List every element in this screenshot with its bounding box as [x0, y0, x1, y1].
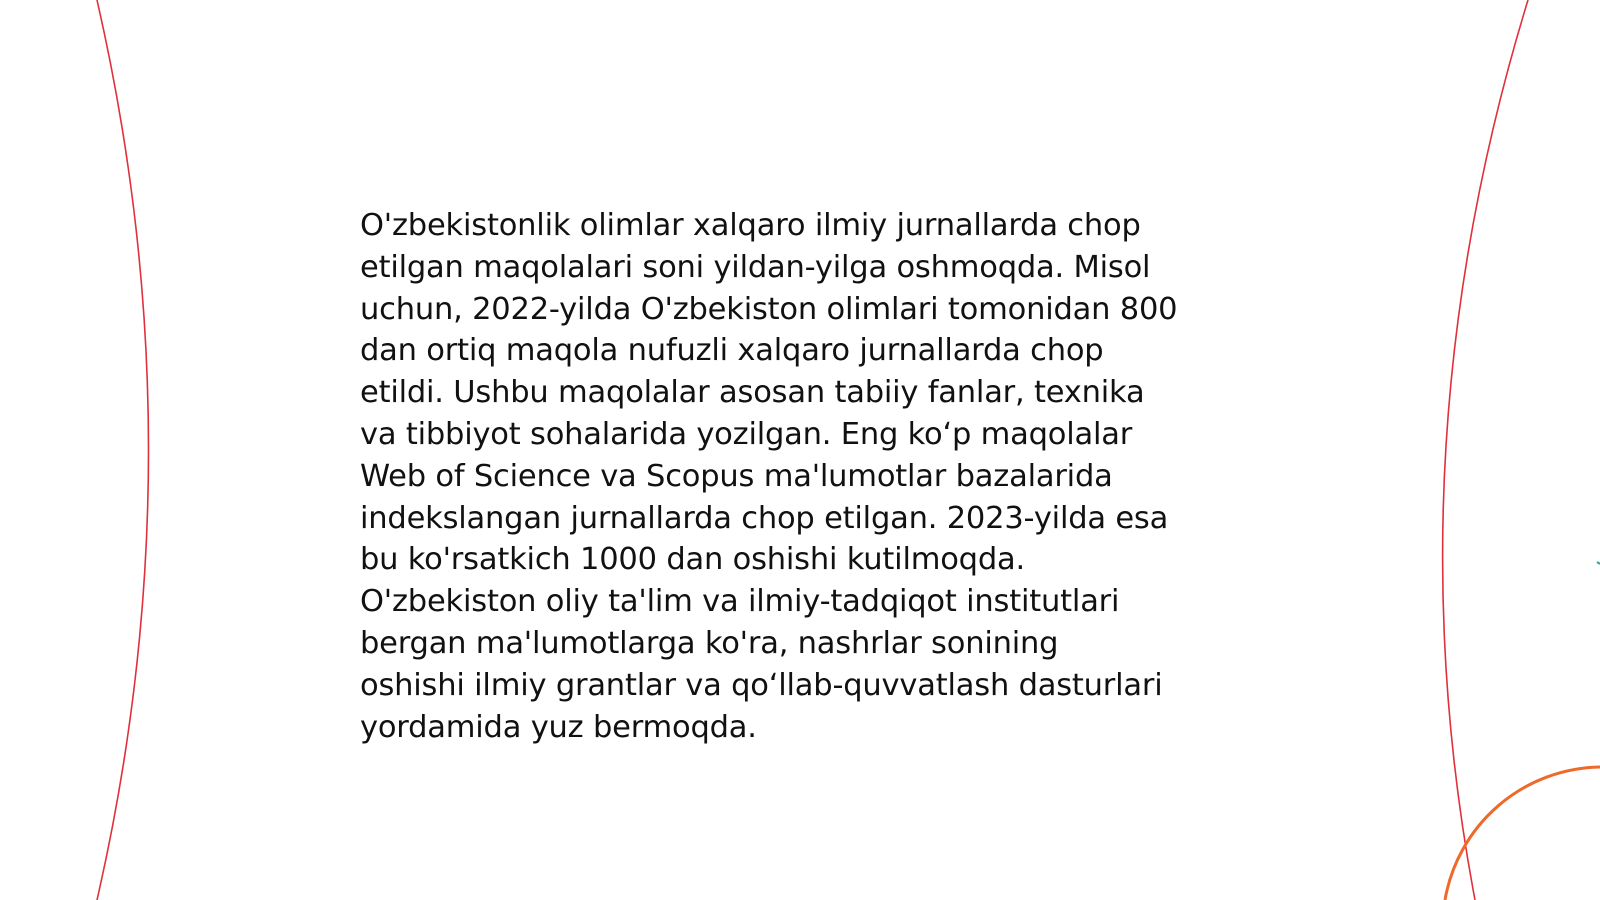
left-curve: [97, 0, 149, 900]
orange-circle-arc: [1445, 767, 1600, 900]
right-curve: [1443, 0, 1528, 900]
body-paragraph: O'zbekistonlik olimlar xalqaro ilmiy jurnallarda chop etilgan maqolalari soni yildan-yilga oshmoqda. Misol uchun, 2022-yilda O'zbekiston olimlari tomonidan 800 dan ortiq maqola nufuzli xalqaro jurnallarda chop etildi. Ushbu maqolalar asosan tabiiy fanlar, texnika va tibbiyot sohalarida yozilgan. Eng ko‘p maqolalar Web of Science va Scopus ma'lumotlar bazalarida indekslangan jurnallarda chop etilgan. 2023-yilda esa bu ko'rsatkich 1000 dan oshishi kutilmoqda. O'zbekiston oliy ta'lim va ilmiy-tadqiqot institutlari bergan ma'lumotlarga ko'ra, nashrlar sonining oshishi ilmiy grantlar va qo‘llab-quvvatlash dasturlari yordamida yuz bermoqda.: [360, 208, 1178, 745]
